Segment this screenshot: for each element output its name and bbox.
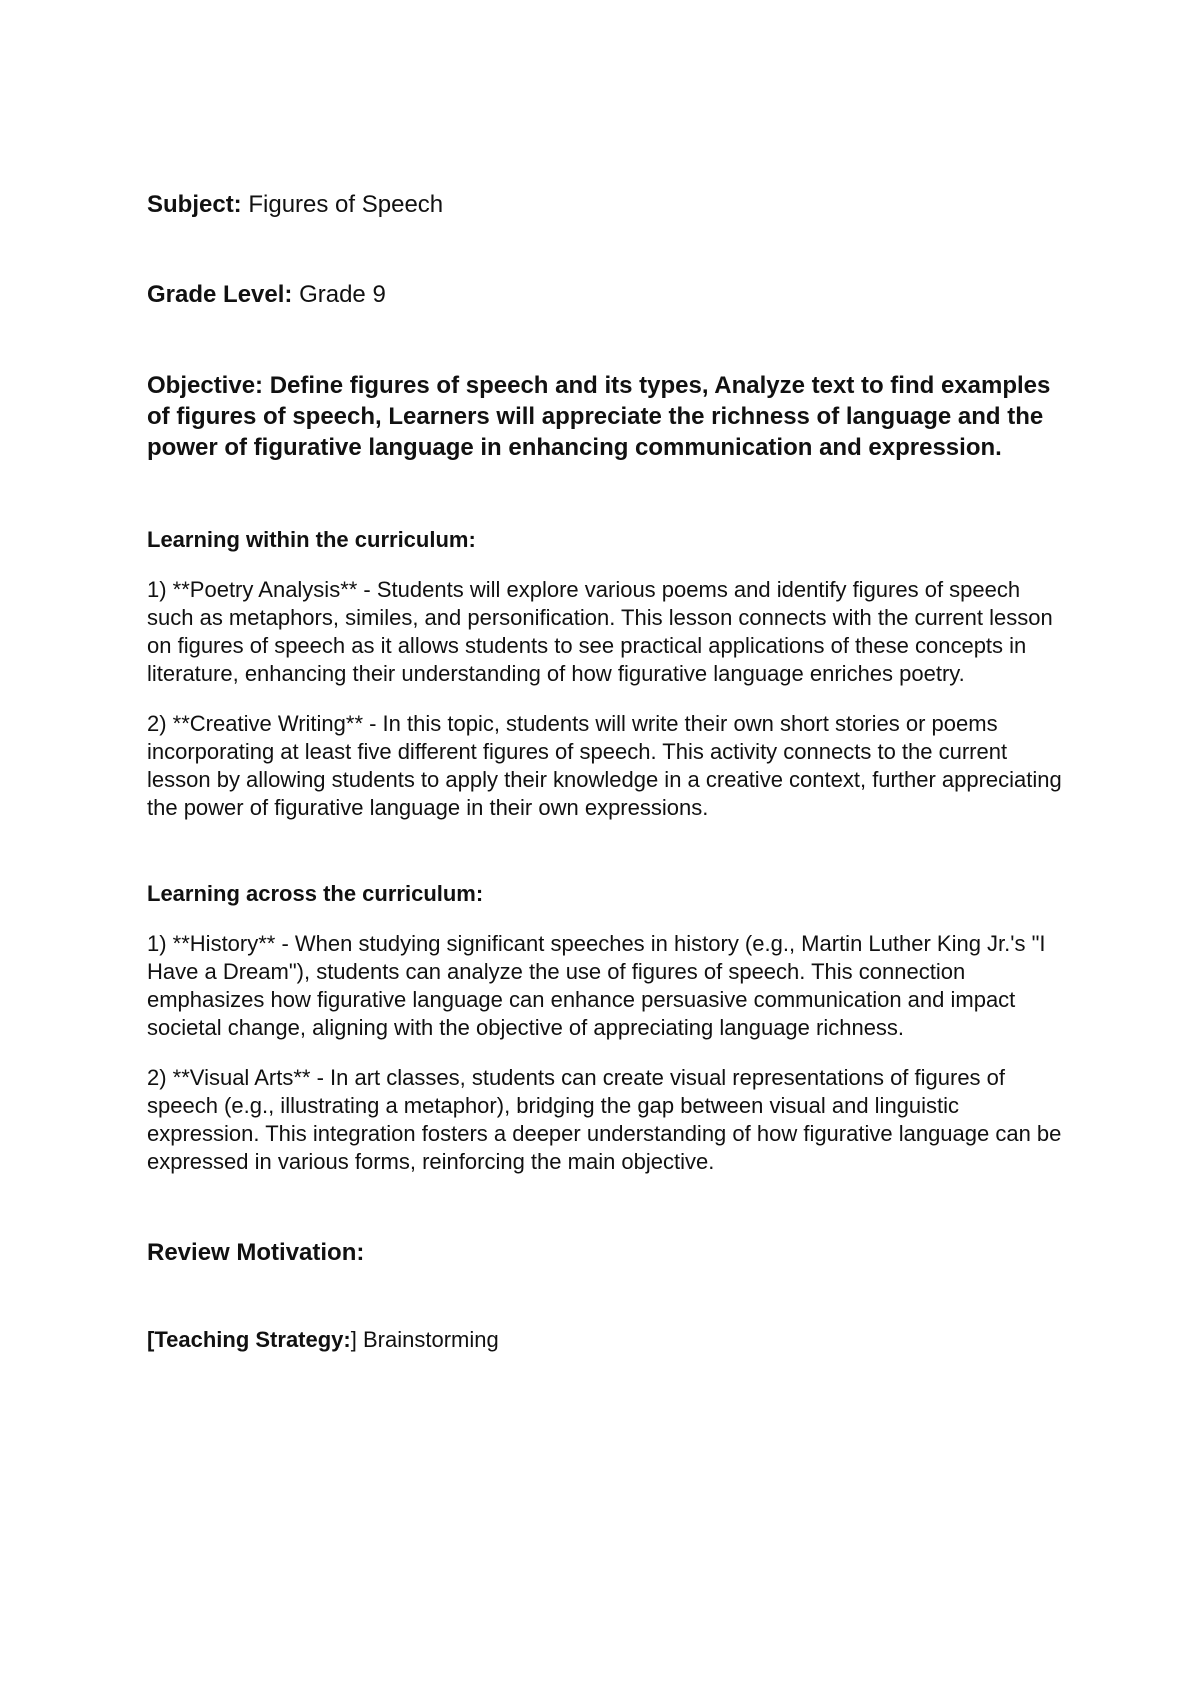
- teaching-strategy-value: Brainstorming: [363, 1327, 499, 1352]
- learning-within-item: 1) **Poetry Analysis** - Students will explore various poems and identify figures of speech such as metaphors, similes, and personification. This lesson connects with the current lesson on figures of speech as it allows students to see practical applications of these concepts in literature, enhancing their understanding of how figurative language enriches poetry.: [147, 577, 1053, 686]
- grade-level-label: Grade Level:: [147, 281, 293, 308]
- learning-across-item: 1) **History** - When studying significant speeches in history (e.g., Martin Luther King Jr.'s "I Have a Dream"), students can analyze the use of figures of speech. This connection emphasizes how figurative language can enhance persuasive communication and impact societal change, aligning with the objective of appreciating language richness.: [147, 931, 1046, 1040]
- objective-paragraph: [147, 370, 1067, 463]
- document-page: [147, 190, 1067, 1376]
- grade-level-value: Grade 9: [299, 281, 386, 308]
- learning-across-item: 2) **Visual Arts** - In art classes, students can create visual representations of figures of speech (e.g., illustrating a metaphor), bridging the gap between visual and linguistic expression. This integration fosters a deeper understanding of how figurative language can be expressed in various forms, reinforcing the main objective.: [147, 1065, 1062, 1174]
- subject-value: Figures of Speech: [248, 191, 444, 218]
- objective-value: Define figures of speech and its types, Analyze text to find examples of figures of speech, Learners will appreciate the richness of language and the power of figurative language in enhancing communication and expression.: [147, 372, 1051, 461]
- teaching-strategy-label: [Teaching Strategy:: [147, 1327, 351, 1352]
- subject-label: Subject:: [147, 191, 242, 218]
- subject-line: [147, 190, 1067, 220]
- review-motivation-heading: Review Motivation:: [147, 1239, 365, 1266]
- learning-within-item: 2) **Creative Writing** - In this topic, students will write their own short stories or poems incorporating at least five different figures of speech. This activity connects to the current lesson by allowing students to apply their knowledge in a creative context, further appreciating the power of figurative language in their own expressions.: [147, 711, 1062, 820]
- teaching-strategy-bracket: ]: [350, 1327, 357, 1352]
- grade-level-line: [147, 280, 1067, 310]
- objective-label: Objective:: [147, 372, 264, 399]
- teaching-strategy-line: [147, 1326, 1067, 1354]
- learning-across-heading: Learning across the curriculum:: [147, 881, 484, 906]
- learning-within-heading: Learning within the curriculum:: [147, 527, 476, 552]
